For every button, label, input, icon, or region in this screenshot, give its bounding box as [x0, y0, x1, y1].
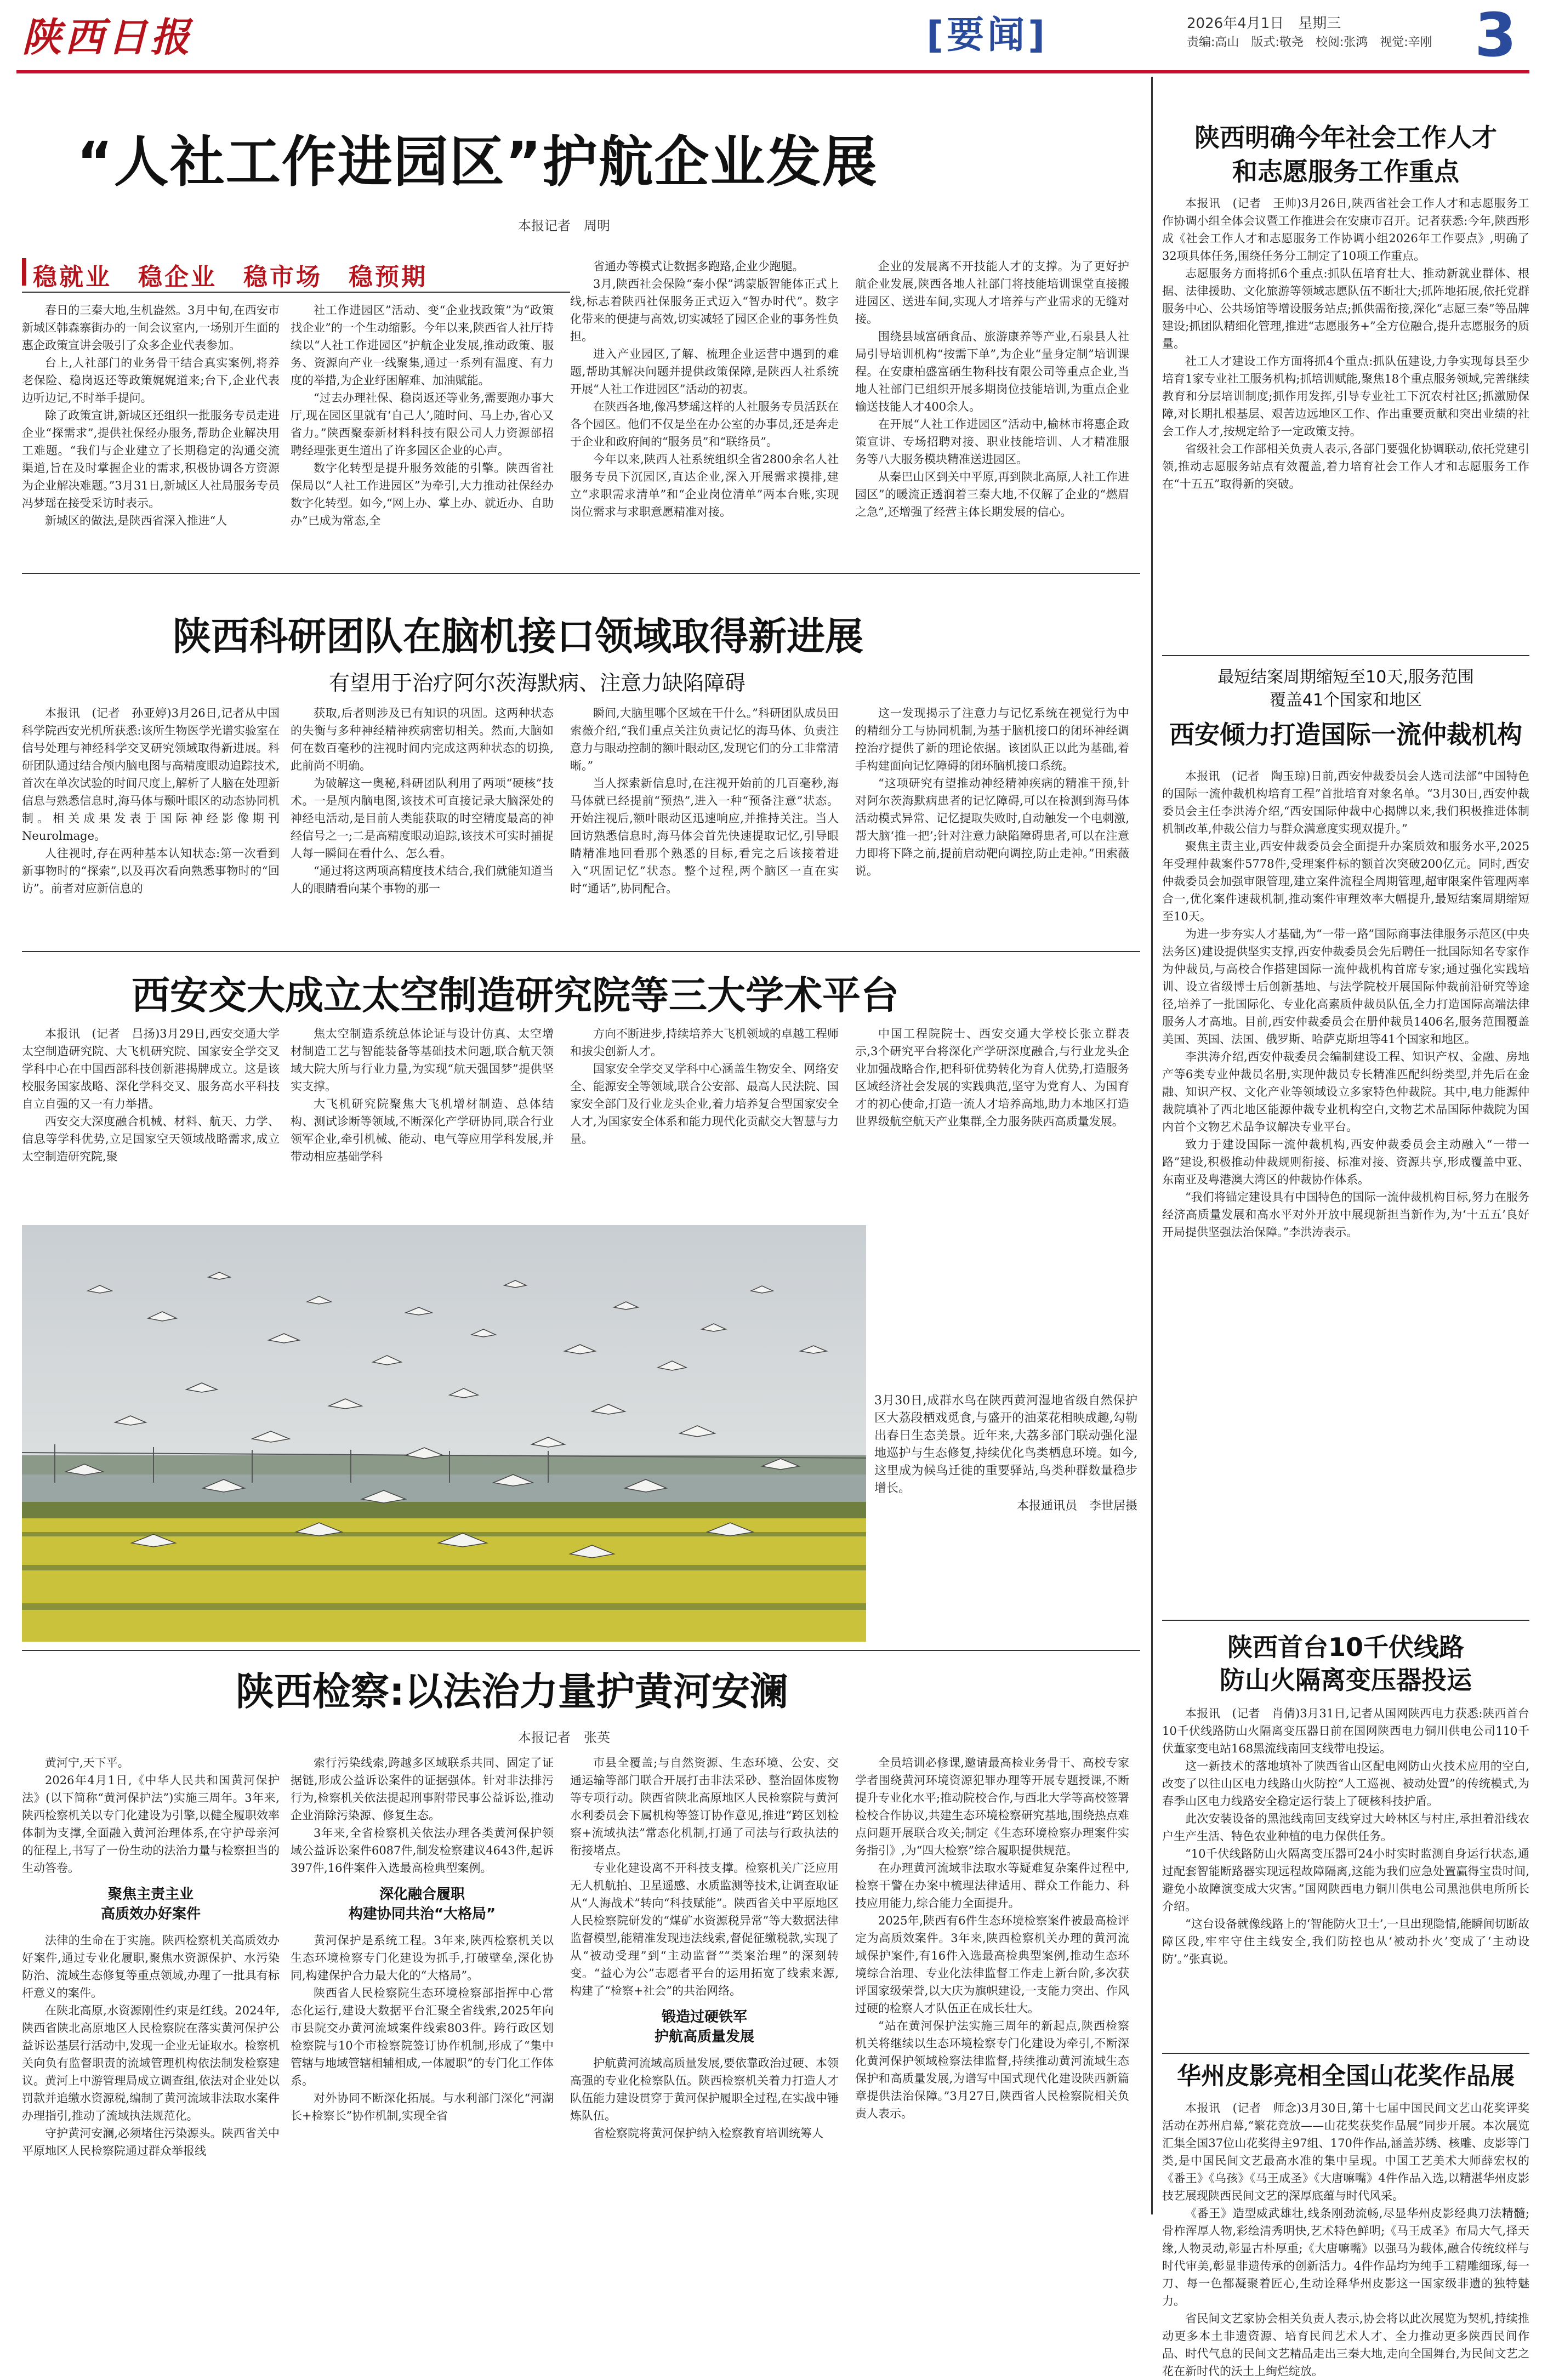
paragraph: 从秦巴山区到关中平原,再到陕北高原,人社工作进园区”的暖流正透润着三秦大地,不仅解了企业的“燃眉之急”,还增强了经营主体长期发展的信心。 [855, 470, 1129, 519]
paragraph: 在办理黄河流域非法取水等疑难复杂案件过程中,检察干警在办案中梳理法律适用、群众工作能力、科技应用能力,综合能力全面提升。 [855, 1861, 1129, 1910]
subsection-line: 构建协同共治“大格局” [348, 1906, 496, 1922]
xjtu-column-4 [855, 1025, 1129, 1214]
issue-date: 2026年4月1日 星期三 [1187, 15, 1341, 32]
headline-line: 陕西首台10千伏线路 [1227, 1632, 1464, 1662]
paragraph: 聚焦主责主业,西安仲裁委员会全面提升办案质效和服务水平,2025年受理仲裁案件5778件,受理案件标的额首次突破200亿元。同时,西安仲裁委员会加强审限管理,建立案件流程全周期管理,超审限案件管理两率合一,优化案件速裁机制,推动案件审理效率大幅提升,最短结案周期缩短至10天。 [1162, 840, 1529, 923]
yellow-river-column-4 [855, 1754, 1129, 2225]
paragraph: 获取,后者则涉及已有知识的巩固。这两种状态的失衡与多种神经精神疾病密切相关。然而,大脑如何在数百毫秒的注视时间内完成这两种状态的切换,此前尚不明确。 [291, 707, 554, 772]
section-divider [22, 1650, 1140, 1651]
paragraph: 在陕西各地,像冯梦瑶这样的人社服务专员活跃在各个园区。他们不仅是坐在办公室的办事员,还是奔走于企业和政府间的“服务员”和“联络员”。 [570, 400, 839, 448]
paragraph: 社工作进园区”活动、变“企业找政策”为“政策找企业”的一个生动缩影。今年以来,陕西省人社厅持续以“人社工作进园区”护航企业发展,推动政策、服务、资源向产业一线聚集,通过一系列有温度、有力度的举措,为企业纾困解难、加油赋能。 [291, 304, 554, 387]
paragraph: 西安交大深度融合机械、材料、航天、力学、信息等学科优势,立足国家空天领域战略需求,成立太空制造研究院,聚 [22, 1115, 280, 1163]
xjtu-headline: 西安交大成立太空制造研究院等三大学术平台 [132, 973, 899, 1018]
paragraph: 2026年4月1日,《中华人民共和国黄河保护法》(以下简称“黄河保护法”)实施三周年。3年来,陕西检察机关以专门化建设为引擎,以健全履职效率体制为支撑,全面融入黄河治理体系,在守护母亲河的征程上,书写了一份生动的法治力量与检察担当的生动答卷。 [22, 1774, 280, 1875]
masthead-rule [16, 70, 1529, 73]
paragraph: 省民间文艺家协会相关负责人表示,协会将以此次展览为契机,持续推动更多本土非遗资源、培育民间艺术人才、全力推动更多陕西民间作品、时代气息的民间文艺精品走出三秦大地,走向全国舞台,为民间文艺之花在新时代的沃土上绚烂绽放。 [1162, 2312, 1529, 2378]
paragraph: 3月,陕西社会保险“秦小保”鸿蒙版智能体正式上线,标志着陕西社保服务正式迈入“智办时代”。数字化带来的便捷与高效,切实减轻了园区企业的事务性负担。 [570, 277, 839, 343]
paragraph: 数字化转型是提升服务效能的引擎。陕西省社保局以“人社工作进园区”为牵引,大力推动社保经办数字化转型。如今,“网上办、掌上办、就近办、自助办”已成为常态,全 [291, 462, 554, 527]
banner-text: 稳就业 稳企业 稳市场 稳预期 [33, 263, 428, 291]
photo-credit: 本报通讯员 李世居摄 [1016, 1499, 1137, 1513]
caption-text: 3月30日,成群水鸟在陕西黄河湿地省级自然保护区大荔段栖戏觅食,与盛开的油菜花相映成趣,勾勒出春日生态美景。近年来,大荔多部门联动强化湿地巡护与生态修复,持续优化鸟类栖息环境。如今,这里成为候鸟迁徙的重要驿站,鸟类种群数量稳步增长。 [874, 1394, 1137, 1495]
yellow-river-byline: 本报记者 张英 [518, 1730, 610, 1745]
brain-headline: 陕西科研团队在脑机接口领域取得新进展 [173, 614, 863, 659]
subsection-heading-3 [570, 2007, 839, 2047]
section-divider [22, 573, 1140, 574]
paragraph: 为破解这一奥秘,科研团队利用了两项“硬核”技术。一是颅内脑电图,该技术可直接记录大脑深处的神经电活动,是目前人类能获取的时空精度最高的神经信号之一;二是高精度眼动追踪,该技术可实时捕捉人每一瞬间在看什么、怎么看。 [291, 777, 554, 860]
paragraph: 在陕北高原,水资源刚性约束是红线。2024年,陕西省陕北高原地区人民检察院在落实黄河保护公益诉讼基层行活动中,发现一企业无证取水。检察机关向负有监督职责的流域管理机构依法制发检察建议。黄河上中游管理局成立调查组,依法对企业处以罚款并追缴水资源税,编制了黄河流域非法取水案件办理指引,推动了流域执法规范化。 [22, 2004, 280, 2122]
paragraph: “这台设备就像线路上的‘智能防火卫士’,一旦出现隐情,能瞬间切断故障区段,牢牢守住主线安全,我们防控也从‘被动扑火’变成了‘主动设防’。”张真说。 [1162, 1917, 1529, 1966]
page-number: 3 [1475, 0, 1517, 70]
yellow-river-column-3 [570, 1754, 839, 2225]
subsection-line: 锻造过硬铁军 [661, 2009, 747, 2025]
wetland-photo-image [22, 1225, 866, 1642]
right-top-headline [1162, 121, 1529, 189]
arbitration-headline: 西安倾力打造国际一流仲裁机构 [1169, 720, 1522, 749]
subsection-line: 聚焦主责主业 [107, 1886, 194, 1903]
paragraph: 本报讯 (记者 陶玉琼)日前,西安仲裁委员会人选司法部“中国特色的国际一流仲裁机构培育工程”首批培育对象名单。“3月30日,西安仲裁委员会主任李洪涛介绍,“西安国际仲裁中心揭牌以来,我们积极推进体制机制改革,仲裁公信力与群众满意度实现双提升。” [1162, 770, 1529, 835]
paragraph: 这一发现揭示了注意力与记忆系统在视觉行为中的精细分工与协同机制,为基于脑机接口的闭环神经调控治疗提供了新的理论依据。该团队正以此为基础,着手构建面向记忆障碍的闭环脑机接口系统。 [855, 707, 1129, 772]
paragraph: 在开展“人社工作进园区”活动中,榆林市将惠企政策宣讲、专场招聘对接、职业技能培训、人才精准服务等八大服务模块精准送进园区。 [855, 418, 1129, 466]
paragraph: “10千伏线路防山火隔离变压器可24小时实时监测自身运行状态,通过配套智能断路器实现远程故障隔离,这能为我们应急处置赢得宝贵时间,避免小故障演变成大灾害。”国网陕西电力铜川供电公司黑池供电所所长介绍。 [1162, 1847, 1529, 1913]
subsection-heading-1 [22, 1884, 280, 1924]
paragraph: 志愿服务方面将抓6个重点:抓队伍培育壮大、推动新就业群体、根据、法律援助、文化旅游等领域志愿队伍不断壮大;抓阵地拓展,依托党群服务中心、公共场馆等增设服务站点;抓供需衔接,深化“志愿三秦”等品牌建设;抓团队精细化管理,推进“志愿服务+”全方位融合,提升志愿服务的质量。 [1162, 267, 1529, 350]
yellow-river-column-1 [22, 1754, 280, 2225]
headline-line: 和志愿服务工作重点 [1232, 157, 1459, 186]
paragraph: 今年以来,陕西人社系统组织全省2800余名人社服务专员下沉园区,直达企业,深入开展需求摸排,建立“求职需求清单”和“企业岗位清单”两本台账,实现岗位需求与求职意愿精准对接。 [570, 453, 839, 519]
piying-headline: 华州皮影亮相全国山花奖作品展 [1177, 2062, 1515, 2090]
paragraph: 市县全覆盖;与自然资源、生态环境、公安、交通运输等部门联合开展打击非法采砂、整治固体废物等专项行动。陕西省陕北高原地区人民检察院与黄河水利委员会下属机构等签订协作意见,推进“跨区划检察+流域执法”常态化机制,打通了司法与行政执法的衔接堵点。 [570, 1756, 839, 1857]
paragraph: 黄河保护是系统工程。3年来,陕西检察机关以生态环境检察专门化建设为抓手,打破壁垒,深化协同,构建保护合力最大化的“大格局”。 [291, 1934, 554, 1982]
xjtu-column-3 [570, 1025, 839, 1214]
paragraph: 本报讯 (记者 肖倩)3月31日,记者从国网陕西电力获悉:陕西首台10千伏线路防山火隔离变压器日前在国网陕西电力铜川供电公司110千伏董家变电站168黑流线南回支线带电投运。 [1162, 1707, 1529, 1755]
paragraph: 春日的三秦大地,生机盎然。3月中旬,在西安市新城区韩森寨街办的一间会议室内,一场别开生面的惠企政策宣讲会吸引了众多企业代表参加。 [22, 304, 280, 352]
paragraph: 台上,人社部门的业务骨干结合真实案例,将养老保险、稳岗返还等政策娓娓道来;台下,企业代表边听边记,不时举手提问。 [22, 356, 280, 405]
power-headline [1162, 1631, 1529, 1696]
paragraph: 陕西省人民检察院生态环境检察部指挥中心常态化运行,建设大数据平台汇聚全省线索,2025年向市县院交办黄河流域案件线索803件。跨行政区划检察院与10个市检察院签订协作机制,形成了“集中管辖与地域管辖相辅相成,一体履职”的专门化工作体系。 [291, 1986, 554, 2087]
paragraph: 除了政策宣讲,新城区还组织一批服务专员走进企业“探需求”,提供社保经办服务,帮助企业解决用工难题。“我们与企业建立了长期稳定的沟通交流渠道,旨在及时掌握企业的需求,积极协调各方资源为企业解决难题。”3月31日,新城区人社局服务专员冯梦瑶在接受采访时表示。 [22, 409, 280, 510]
wetland-birds-photo [22, 1225, 866, 1642]
right-rail-divider [1151, 77, 1153, 2214]
paragraph: 省级社会工作部相关负责人表示,各部门要强化协调联动,依托党建引领,推动志愿服务站点有效覆盖,着力培育社会工作人才和志愿服务工作在“十五五”取得新的突破。 [1162, 442, 1529, 491]
paragraph: 2025年,陕西有6件生态环境检察案件被最高检评定为高质效案件。3年来,陕西检察机关办理的黄河流域保护案件,有16件入选最高检典型案例,推动生态环境综合治理、专业化法律监督工作走上新台阶,多次获评国家级荣誉,以大庆为旗帜建设,一支能力突出、作风过硬的检察人才队伍正在成长壮大。 [855, 1914, 1129, 2015]
paragraph: 围绕县域富硒食品、旅游康养等产业,石泉县人社局引导培训机构“按需下单”,为企业“量身定制”培训课程。在安康柏盛富硒生物科技有限公司等重点企业,当地人社部门已组织开展多期岗位技能培训,为重点企业输送技能人才400余人。 [855, 330, 1129, 413]
paragraph: “站在黄河保护法实施三周年的新起点,陕西检察机关将继续以生态环境检察专门化建设为牵引,不断深化黄河保护领域检察法律监督,持续推动黄河流域生态保护和高质量发展,为谱写中国式现代化建设陕西新篇章提供法治保障。”3月27日,陕西省人民检察院相关负责人表示。 [855, 2019, 1129, 2120]
paragraph: 为进一步夯实人才基础,为“一带一路”国际商事法律服务示范区(中央法务区)建设提供坚实支撑,西安仲裁委员会先后聘任一批国际知名专家作为仲裁员,与高校合作搭建国际一流仲裁机构首席专家;通过强化实践培训、设立省级博士后创新基地、与法学院校开展国际仲裁前沿研究等途径,培养了一批国际化、专业化高素质仲裁员队伍,全力打造国际高端法律服务人才高地。目前,西安仲裁委员会在册仲裁员1406名,服务范围覆盖美国、英国、法国、俄罗斯、哈萨克斯坦等41个国家和地区。 [1162, 927, 1529, 1046]
xjtu-column-1 [22, 1025, 280, 1214]
lead-column-4 [855, 258, 1129, 565]
lead-byline: 本报记者 周明 [518, 218, 610, 234]
paragraph: 护航黄河流域高质量发展,要依靠政治过硬、本领高强的专业化检察队伍。陕西检察机关着力打造人才队伍能力建设贯穿于黄河保护履职全过程,在实战中锤炼队伍。 [570, 2057, 839, 2122]
paragraph: 省检察院将黄河保护纳入检察教育培训统筹人 [593, 2127, 823, 2140]
photo-caption [874, 1392, 1137, 1639]
lead-column-1 [22, 301, 280, 565]
paragraph: 李洪涛介绍,西安仲裁委员会编制建设工程、知识产权、金融、房地产等6类专业仲裁员名册,实现仲裁员专长精准匹配纠纷类型,并先后在金融、知识产权、文化产业等领域设立多家特色仲裁院。其中,电力能源仲裁院填补了西北地区能源仲裁专业机构空白,文物艺术品国际仲裁院为国内首个文物艺术品争议解决专业平台。 [1162, 1050, 1529, 1134]
paragraph: 当人探索新信息时,在注视开始前的几百毫秒,海马体就已经提前“预热”,进入一种“预备注意”状态。开始注视后,额叶眼动区迅速响应,并推持关注。当人回访熟悉信息时,海马体会首先快速提取记忆,引导眼睛精准地回看那个熟悉的目标,看完之后该接着进入“巩固记忆”状态。整个过程,两个脑区一直在实时“通话”,协同配合。 [570, 777, 839, 895]
paragraph: “这项研究有望推动神经精神疾病的精准干预,针对阿尔茨海默病患者的记忆障碍,可以在检测到海马体活动模式异常、记忆提取失败时,自动触发一个电刺激,帮大脑‘推一把’;针对注意力缺陷障碍患者,可以在注意力即将下降之前,提前启动靶向调控,防止走神。”田索薇说。 [855, 777, 1129, 878]
lead-headline: “人社工作进园区”护航企业发展 [77, 130, 878, 194]
subsection-line: 高质效办好案件 [100, 1906, 201, 1922]
lead-column-3 [570, 258, 839, 565]
paragraph: 新城区的做法,是陕西省深入推进“人 [45, 514, 227, 527]
paragraph: 省通办等模式让数据多跑路,企业少跑腿。 [593, 260, 804, 273]
yellow-river-column-2 [291, 1754, 554, 2225]
paragraph: 法律的生命在于实施。陕西检察机关高质效办好案件,通过专业化履职,聚焦水资源保护、水污染防治、流域生态修复等重点领域,办理了一批具有标杆意义的案件。 [22, 1934, 280, 2000]
paragraph: 致力于建设国际一流仲裁机构,西安仲裁委员会主动融入“一带一路”建设,积极推动仲裁规则衔接、标准对接、资源共享,形成覆盖中亚、东南亚及粤港澳大湾区的仲裁协作体系。 [1162, 1138, 1529, 1186]
paragraph: 社工人才建设工作方面将抓4个重点:抓队伍建设,力争实现每县至少培育1家专业社工服务机构;抓培训赋能,聚焦18个重点服务领域,完善继续教育和分层培训制度;抓作用发挥,引导专业社工下沉农村社区;抓激励保障,对长期扎根基层、艰苦边远地区工作、作出重要贡献和突出业绩的社会工作人才,按规定给予一定政策支持。 [1162, 355, 1529, 438]
newspaper-name: 陕西日报 [22, 14, 194, 60]
paragraph: 本报讯 (记者 师念)3月30日,第十七届中国民间文艺山花奖评奖活动在苏州启幕,“繁花竞放——山花奖获奖作品展”同步开展。本次展览汇集全国37位山花奖得主97组、170件作品,涵盖苏绣、核雕、皮影等门类,是中国民间文艺最高水准的集中呈现。中国工艺美术大师薛宏权的《番王》《乌孩》《马王成圣》《大唐嘛嘴》4件作品入选,以精湛华州皮影技艺展现陕西民间文艺的深厚底蕴与时代风采。 [1162, 2102, 1529, 2202]
paragraph: 黄河宁,天下平。 [45, 1756, 129, 1769]
right-divider [1162, 655, 1529, 656]
headline-line: 陕西明确今年社会工作人才 [1194, 123, 1497, 152]
paragraph: 对外协同不断深化拓展。与水利部门深化“河湖长+检察长”协作机制,实现全省 [291, 2092, 554, 2122]
section-divider [22, 951, 1140, 952]
right-divider [1162, 1620, 1529, 1621]
right-divider [1162, 2053, 1529, 2054]
yellow-river-headline: 陕西检察:以法治力量护黄河安澜 [236, 1669, 788, 1714]
power-body [1162, 1705, 1529, 2047]
paragraph: 中国工程院院士、西安交通大学校长张立群表示,3个研究平台将深化产学研深度融合,与行业龙头企业加强战略合作,把科研优势转化为育人优势,打造服务区域经济社会发展的实践典范,坚守为党育人、为国育才的初心使命,打造一流人才培养高地,助力本地区打造世界级航空航天产业集群,全力服务陕西高质量发展。 [855, 1027, 1129, 1128]
paragraph: 瞬间,大脑里哪个区域在干什么。”科研团队成员田索薇介绍,“我们重点关注负责记忆的海马体、负责注意力与眼动控制的额叶眼动区,发现它们的分工非常清晰。” [570, 707, 839, 772]
kicker-line: 最短结案周期缩短至10天,服务范围 [1217, 668, 1474, 687]
paragraph: 本报讯 (记者 王帅)3月26日,陕西省社会工作人才和志愿服务工作协调小组全体会议暨工作推进会在安康市召开。记者获悉:今年,陕西形成《社会工作人才和志愿服务工作协调小组2026年工作要点》,明确了32项具体任务,围绕任务分工制定了10项工作重点。 [1162, 197, 1529, 263]
paragraph: 人往视时,存在两种基本认知状态:第一次看到新事物时的“探索”,以及再次看向熟悉事物时的“回访”。前者对应新信息的 [22, 847, 280, 895]
paragraph: “通过将这两项高精度技术结合,我们就能知道当人的眼睛看向某个事物的那一 [291, 864, 554, 895]
brain-column-1 [22, 704, 280, 946]
section-tag: [要闻] [926, 14, 1049, 57]
subsection-line: 护航高质量发展 [654, 2029, 754, 2045]
paragraph: 此次安装设备的黑池线南回支线穿过大岭林区与村庄,承担着沿线农户生产生活、特色农业种植的电力保供任务。 [1162, 1812, 1529, 1843]
paragraph: 这一新技术的落地填补了陕西省山区配电网防山火技术应用的空白,改变了以往山区电力线路山火防控“人工巡视、被动处置”的传统模式,为春季山区电力线路安全稳定运行装上了硬核科技护盾。 [1162, 1760, 1529, 1808]
paragraph: 国家安全学交叉学科中心涵盖生物安全、网络安全、能源安全等领域,联合公安部、最高人民法院、国家安全部门及行业龙头企业,着力培养复合型国家安全人才,为国家安全体系和能力现代化贡献交大智慧与力量。 [570, 1062, 839, 1146]
xjtu-column-2 [291, 1025, 554, 1214]
paragraph: 《番王》造型威武雄壮,线条刚劲流畅,尽显华州皮影经典刀法精髓;骨柞浑厚人物,彩绘清秀明快,艺术特色鲜明;《马王成圣》布局大气,择天缘,人物灵动,彰显古朴厚重;《大唐嘛嘴》以强马为载体,融合传统纹样与时代审美,彰显非遗传承的创新活力。4件作品均为纯手工精雕细琢,每一刀、每一色都凝聚着匠心,生动诠释华州皮影这一国家级非遗的独特魅力。 [1162, 2207, 1529, 2308]
paragraph: “我们将锚定建设具有中国特色的国际一流仲裁机构目标,努力在服务经济高质量发展和高水平对外开放中展现新担当新作为,为‘十五五’良好开局提供坚强法治保障。”李洪涛表示。 [1162, 1191, 1529, 1239]
brain-column-4 [855, 704, 1129, 946]
kicker-line: 覆盖41个国家和地区 [1269, 691, 1422, 710]
brain-column-3 [570, 704, 839, 946]
paragraph: 专业化建设离不开科技支撑。检察机关广泛应用无人机航拍、卫星遥感、水质监测等技术,让调查取证从“人海战术”转向“科技赋能”。陕西省关中平原地区人民检察院研发的“煤矿水资源税异常”等大数据法律监督模型,能精准发现违法线索,督促征缴税款,实现了从“被动受理”到“主动监督”“类案治理”的深刻转变。“益心为公”志愿者平台的运用拓宽了线索来源,构建了“检察+社会”的共治网络。 [570, 1861, 839, 1997]
banner-underline [22, 292, 570, 293]
subsection-heading-2 [291, 1884, 554, 1924]
paragraph: 方向不断进步,持续培养大飞机领域的卓越工程师和拔尖创新人才。 [570, 1027, 839, 1058]
piying-body [1162, 2099, 1529, 2378]
paragraph: 3年来,全省检察机关依法办理各类黄河保护领域公益诉讼案件6087件,制发检察建议4643件,起诉397件,16件案件入选最高检典型案例。 [291, 1826, 554, 1875]
lead-column-2 [291, 301, 554, 565]
arbitration-body [1162, 767, 1529, 1614]
banner-bar [22, 258, 26, 286]
paragraph: “过去办理社保、稳岗返还等业务,需要跑办事大厅,现在园区里就有‘自己人’,随时问、马上办,省心又省力。”陕西聚泰新材料科技有限公司人力资源部招聘经理张更生道出了许多园区企业的心声。 [291, 391, 554, 457]
right-top-body [1162, 195, 1529, 650]
editor-staff-line: 责编:高山 版式:敬尧 校阅:张鸿 视觉:辛刚 [1187, 36, 1432, 49]
paragraph: 焦太空制造系统总体论证与设计仿真、太空增材制造工艺与智能装备等基础技术问题,联合航天领域大院大所与行业力量,为实现“航天强国梦”提供坚实支撑。 [291, 1027, 554, 1093]
paragraph: 大飞机研究院聚焦大飞机增材制造、总体结构、测试诊断等领域,不断深化产学研协同,联合行业领军企业,牵引机械、能动、电气等应用学科发展,并带动相应基础学科 [291, 1097, 554, 1163]
arbitration-kicker [1162, 666, 1529, 712]
headline-line: 防山火隔离变压器投运 [1220, 1665, 1472, 1695]
paragraph: 进入产业园区,了解、梳理企业运营中遇到的难题,帮助其解决问题并提供政策保障,是陕西人社系统开展“人社工作进园区”活动的初衷。 [570, 348, 839, 396]
lead-banner [22, 255, 559, 289]
paragraph: 本报讯 (记者 吕扬)3月29日,西安交通大学太空制造研究院、大飞机研究院、国家安全学交叉学科中心在中国西部科技创新港揭牌成立。这是该校服务国家战略、深化学科交叉、服务高水平科技自立自强的又一有力举措。 [22, 1027, 280, 1111]
paragraph: 索行污染线索,跨越多区域联系共同、固定了证据链,形成公益诉讼案件的证据强体。针对非法排污行为,检察机关依法提起刑事附带民事公益诉讼,推动企业消除污染源、修复生态。 [291, 1756, 554, 1822]
paragraph: 全员培训必修课,邀请最高检业务骨干、高校专家学者围绕黄河环境资源犯罪办理等开展专题授课,不断提升专业化水平;推动院校合作,与西北大学等高校签署检校合作协议,共建生态环境检察研究基地,围绕热点难点问题开展联合攻关;制定《生态环境检察办理案件实务指引》,为“四大检察”综合履职提供规范。 [855, 1756, 1129, 1857]
paragraph: 本报讯 (记者 孙亚婷)3月26日,记者从中国科学院西安光机所获悉:该所生物医学光谱实验室在信号处理与神经科学交叉研究领域取得新进展。科研团队通过结合颅内脑电图与高精度眼动追踪技术,首次在单次试验的时间尺度上,解析了人脑在处理新信息与熟悉信息时,海马体与颞叶眼区的动态协同机制。相关成果发表于国际神经影像期刊Neurolmage。 [22, 707, 280, 842]
paragraph: 企业的发展离不开技能人才的支撑。为了更好护航企业发展,陕西各地人社部门将技能培训课堂直接搬进园区、送进车间,实现人才培养与产业需求的无缝对接。 [855, 260, 1129, 326]
brain-column-2 [291, 704, 554, 946]
subsection-line: 深化融合履职 [379, 1886, 465, 1903]
brain-subhead: 有望用于治疗阿尔茨海默病、注意力缺陷障碍 [329, 671, 746, 695]
paragraph: 守护黄河安澜,必须堵住污染源头。陕西省关中平原地区人民检察院通过群众举报线 [22, 2127, 280, 2157]
